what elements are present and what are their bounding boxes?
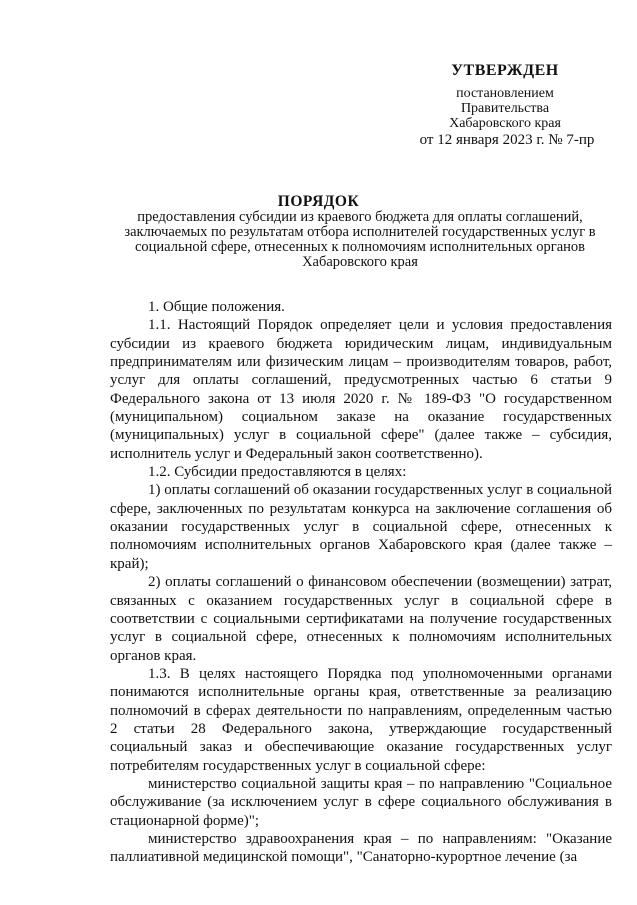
paragraph: министерство здравоохранения края – по направлениям: "Оказание паллиативной медицинской помощи", "Санаторно-курортное лечение (за (110, 830, 612, 866)
paragraph: 1.1. Настоящий Порядок определяет цели и условия предоставления субсидии из краевого бюджета юридическим лицам, индивидуальным предпринимателям или физическим лицам – производителям товаров, работ, услуг для оплаты соглашений, предусмотренных частью 6 статьи 9 Федерального закона от 13 июля 2020 г. № 189-ФЗ "О государственном (муниципальном) социальном заказе на оказание государственных (муниципальных) услуг в социальной сфере" (далее также – субсидия, исполнитель услуг и Федеральный закон соответственно). (110, 317, 612, 462)
document-title: ПОРЯДОК (277, 193, 360, 210)
paragraph: министерство социальной защиты края – по направлению "Социальное обслуживание (за исключением услуг в сфере социального обслуживания в стационарной форме)"; (110, 775, 612, 829)
approval-date: от 12 января 2023 г. № 7-пр (419, 132, 595, 148)
paragraph: 1.2. Субсидии предоставляются в целях: (148, 464, 407, 481)
section-heading: 1. Общие положения. (148, 299, 285, 315)
document-body (110, 298, 612, 867)
approval-title: УТВЕРЖДЕН (451, 62, 559, 79)
paragraph: 1) оплаты соглашений об оказании государственных услуг в социальной сфере, заключенных по результатам конкурса на заключение соглашения об оказании государственных услуг в социальной сфере, отнесенных к полномочиям исполнительных органов Хабаровского края (далее также – край); (110, 482, 612, 572)
document-subtitle: предоставления субсидии из краевого бюджета для оплаты соглашений, заключаемых по результатам отбора исполнителей государственных услуг в социальной сфере, отнесенных к полномочиям исполнительных органов Хабаровского края (124, 209, 596, 270)
approval-stamp (400, 62, 610, 148)
paragraph: 2) оплаты соглашений о финансовом обеспечении (возмещении) затрат, связанных с оказанием государственных услуг в социальной сфере в соответствии с социальными сертификатами на получение государственных услуг в социальной сфере, отнесенных к полномочиям исполнительных органов края. (110, 574, 612, 664)
approval-line: Правительства (460, 101, 550, 116)
approval-line: постановлением (456, 86, 554, 101)
paragraph: 1.3. В целях настоящего Порядка под уполномоченными органами понимаются исполнительные органы края, ответственные за реализацию полномочий в сферах деятельности по направлениям, определенным частью 2 статьи 28 Федерального закона, утверждающие государственный социальный заказ и обеспечивающие оказание государственных услуг потребителям государственных услуг в социальной сфере: (110, 665, 612, 774)
approval-line: Хабаровского края (449, 116, 561, 131)
